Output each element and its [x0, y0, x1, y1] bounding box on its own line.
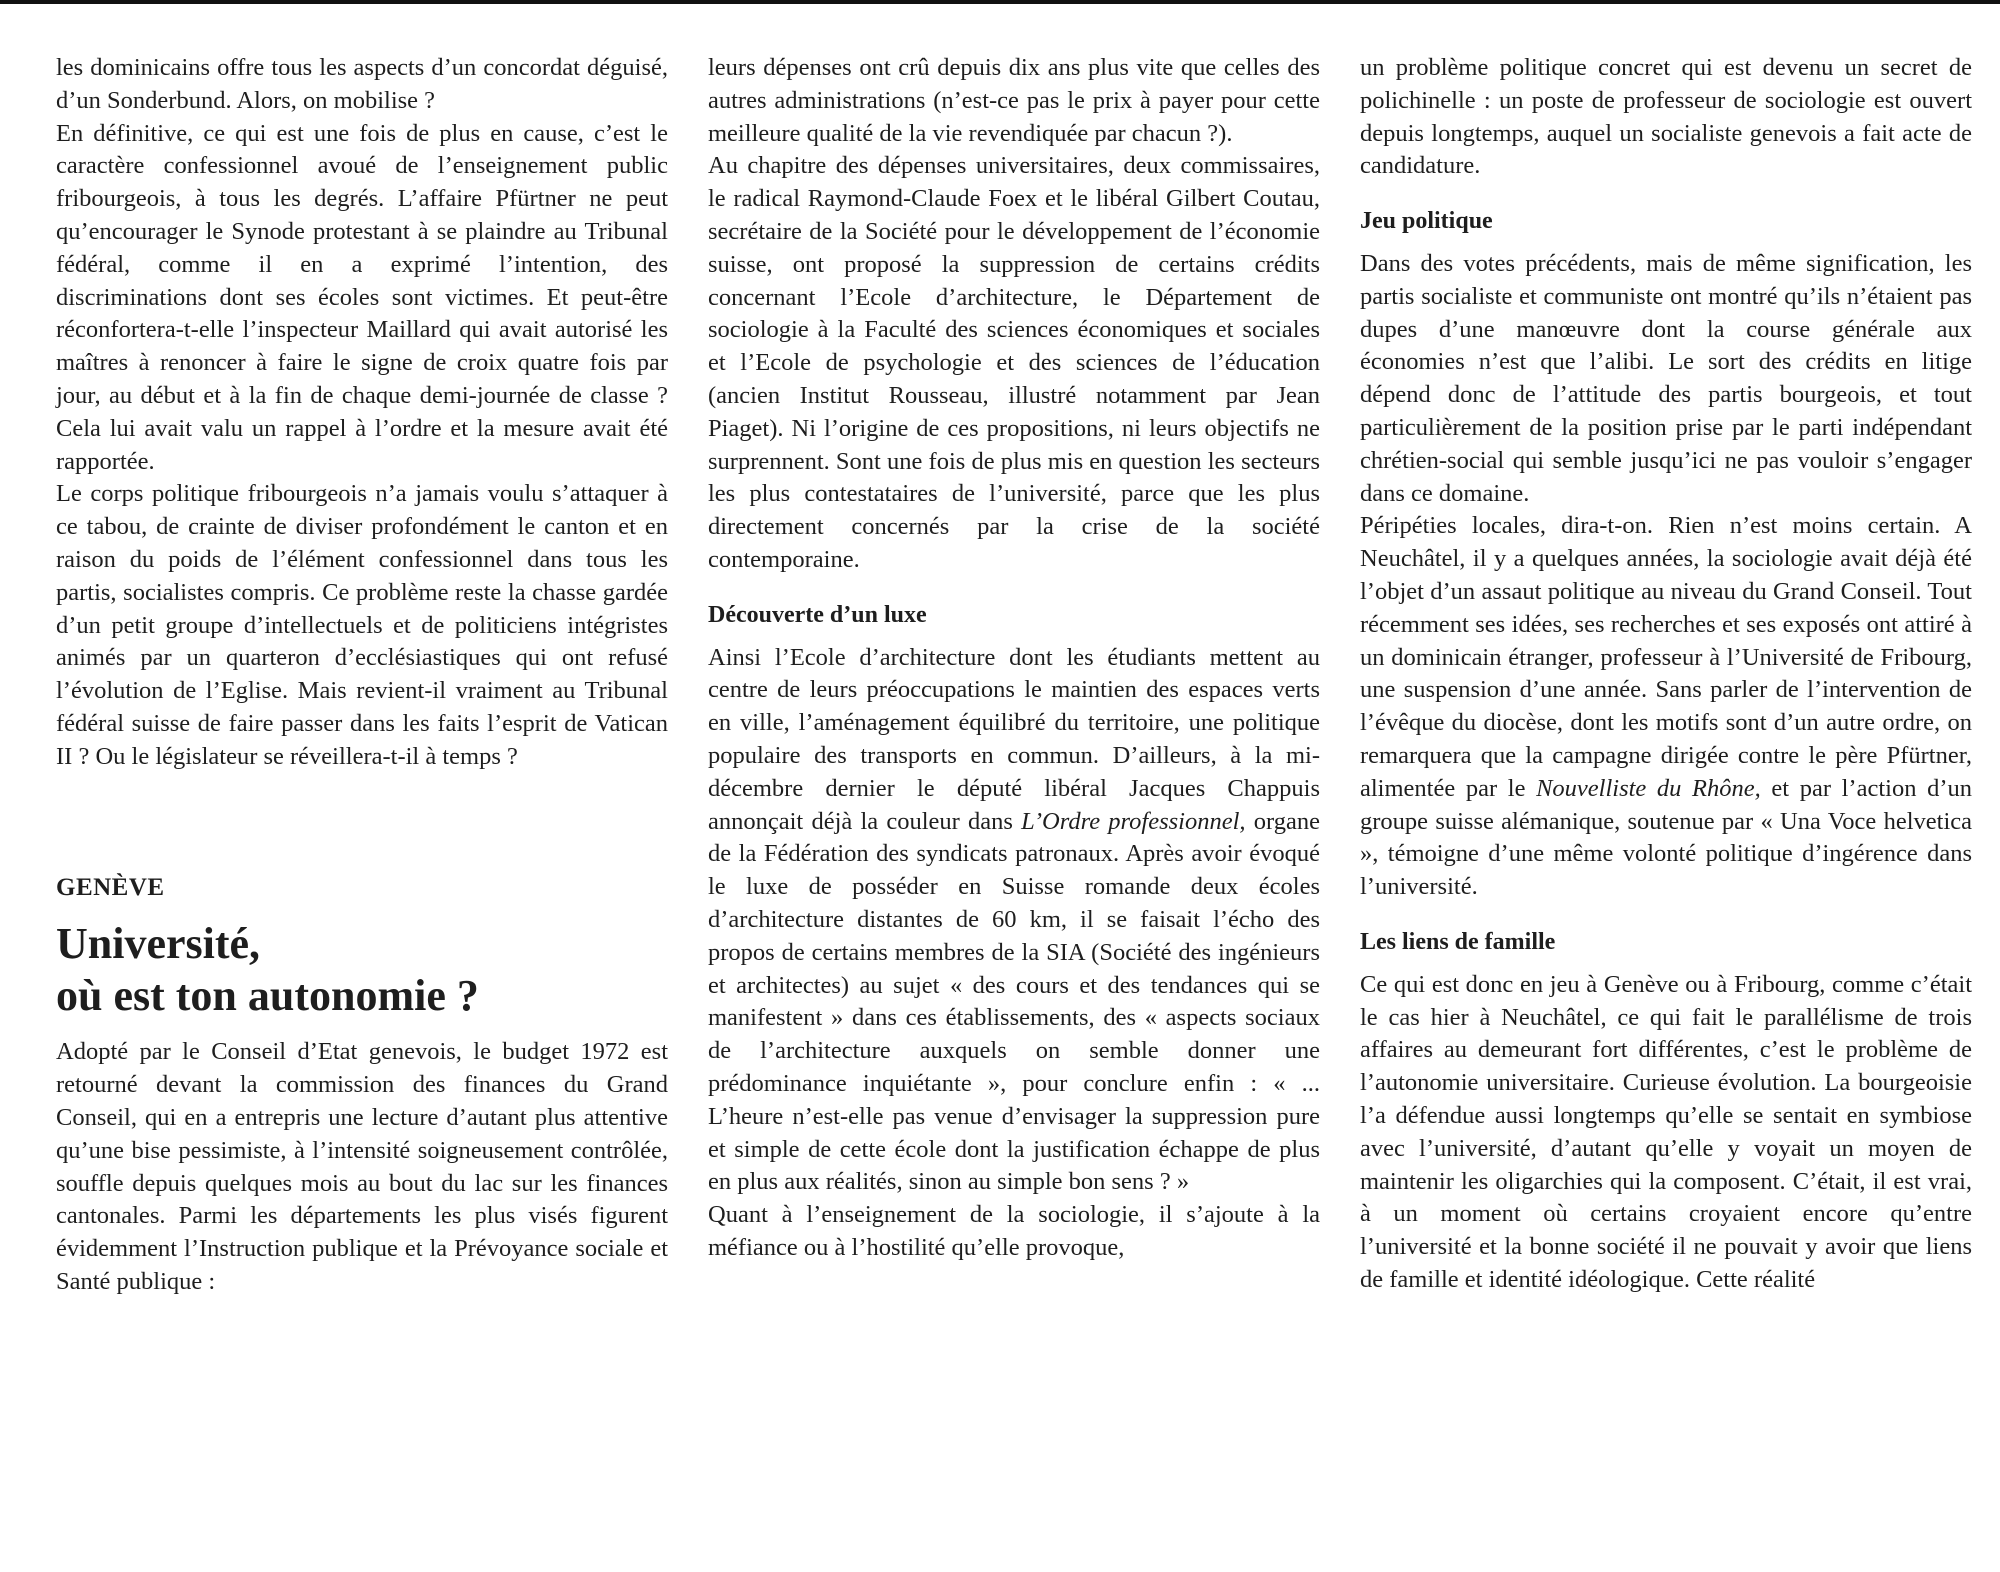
text-run: Péripéties locales, dira-t-on. Rien n’est moins certain. A Neuchâtel, il y a quelques années, la sociologie avait déjà été l’objet d’un assaut politique au niveau du Grand Conseil. Tout récemment ses idées, ses recherches et ses exposés ont attiré à un dominicain étranger, professeur à l’Université de Fribourg, une suspension d’une année. Sans parler de l’intervention de l’évêque du diocèse, dont les motifs sont d’un autre ordre, on remarquera que la campagne dirigée contre le père Pfürtner, alimentée par le	[1360, 512, 1972, 802]
paragraph: leurs dépenses ont crû depuis dix ans plus vite que celles des autres administrations (n’est-ce pas le prix à payer pour cette meilleure qualité de la vie revendiquée par chacun ?).	[708, 54, 1320, 147]
text-run: organe de la Fédération des syndicats patronaux. Après avoir évoqué le luxe de posséder en Suisse romande deux écoles d’architecture distantes de 60 km, il se faisait l’écho des propos de certains membres de la SIA (Société des ingénieurs et architectes) au sujet « des cours et des tendances qui se manifestent » dans ces établissements, des « aspects sociaux de l’architecture auxquels on semble donner une prédominance inquiétante », pour conclure enfin : « ... L’heure n’est-elle pas venue d’envisager la suppression pure et simple de cette école dont la justification échappe de plus en plus aux réalités, sinon au simple bon sens ? »	[708, 807, 1320, 1196]
text-run: et par l’action d’un groupe suisse alémanique, soutenue par « Una Voce helvetica », témoigne d’une même volonté politique d’ingérence dans l’université.	[1360, 774, 1972, 901]
column-middle	[708, 52, 1320, 1265]
column-left	[56, 52, 668, 1299]
paragraph: un problème politique concret qui est devenu un secret de polichinelle : un poste de professeur de sociologie est ouvert depuis longtemps, auquel un socialiste genevois a fait acte de candidature.	[1360, 54, 1972, 180]
text-run: Ainsi l’Ecole d’architecture dont les étudiants mettent au centre de leurs préoccupations le maintien des espaces verts en ville, l’aménagement équilibré du territoire, une politique populaire des transports en commun. D’ailleurs, à la mi-décembre dernier le député libéral Jacques Chappuis annonçait déjà la couleur dans	[708, 643, 1320, 835]
paragraph: En définitive, ce qui est une fois de plus en cause, c’est le caractère confessionnel avoué de l’enseignement public fribourgeois, à tous les degrés. L’affaire Pfürtner ne peut qu’encourager le Synode protestant à se plaindre au Tribunal fédéral, comme il en a exprimé l’intention, des discriminations dont ses écoles sont victimes. Et peut-être réconfortera-t-elle l’inspecteur Maillard qui avait autorisé les maîtres à renoncer à faire le signe de croix quatre fois par jour, au début et à la fin de chaque demi-journée de classe ? Cela lui avait valu un rappel à l’ordre et la mesure avait été rapportée.	[56, 119, 668, 475]
publication-title: L’Ordre professionnel,	[1021, 807, 1246, 835]
paragraph: Ce qui est donc en jeu à Genève ou à Fribourg, comme c’était le cas hier à Neuchâtel, ce qui fait le parallélisme de trois affaires au demeurant fort différentes, c’est le problème de l’autonomie universitaire. Curieuse évolution. La bourgeoisie l’a défendue aussi longtemps qu’elle se sentait en symbiose avec l’université, d’autant qu’elle y voyait un moyen de maintenir les oligarchies qui la composent. C’était, il est vrai, à un moment où certains croyaient encore qu’entre l’université et la bonne société il ne pouvait y avoir que liens de famille et identité idéologique. Cette réalité	[1360, 970, 1972, 1293]
article-headline	[56, 918, 668, 1022]
paragraph: Le corps politique fribourgeois n’a jamais voulu s’attaquer à ce tabou, de crainte de diviser profondément le canton et en raison du poids de l’élément confessionnel dans tous les partis, socialistes compris. Ce problème reste la chasse gardée d’un petit groupe d’intellectuels et de politiciens intégristes animés par un quarteron d’ecclésiastiques qui ont refusé l’évolution de l’Eglise. Mais revient-il vraiment au Tribunal fédéral suisse de faire passer dans les faits l’esprit de Vatican II ? Ou le législateur se réveillera-t-il à temps ?	[56, 480, 668, 770]
paragraph: Au chapitre des dépenses universitaires, deux commissaires, le radical Raymond-Claude Foex et le libéral Gilbert Coutau, secrétaire de la Société pour le développement de l’économie suisse, ont proposé la suppression de certains crédits concernant l’Ecole d’architecture, le Département de sociologie à la Faculté des sciences économiques et sociales et l’Ecole de psychologie et des sciences de l’éducation (ancien Institut Rousseau, illustré notamment par Jean Piaget). Ni l’origine de ces propositions, ni leurs objectifs ne surprennent. Sont une fois de plus mis en question les secteurs les plus contestataires de l’université, parce que les plus directement concernés par la crise de la société contemporaine.	[708, 152, 1320, 573]
paragraph: Dans des votes précédents, mais de même signification, les partis socialiste et communiste ont montré qu’ils n’étaient pas dupes d’une manœuvre dont la course générale aux économies n’est que l’alibi. Le sort des crédits en litige dépend donc de l’attitude des partis bourgeois, et tout particulièrement de la position prise par le parti indépendant chrétien-social qui semble jusqu’ici ne pas vouloir s’engager dans ce domaine.	[1360, 249, 1972, 507]
section-kicker: GENÈVE	[56, 873, 165, 901]
paragraph: Adopté par le Conseil d’Etat genevois, le budget 1972 est retourné devant la commission des finances du Grand Conseil, qui en a entrepris une lecture d’autant plus attentive qu’une bise pessimiste, à l’intensité soigneusement contrôlée, souffle depuis quelques mois au bout du lac sur les finances cantonales. Parmi les départements les plus visés figurent évidemment l’Instruction publique et la Prévoyance sociale et Santé publique :	[56, 1038, 668, 1295]
headline-line: Université,	[56, 919, 261, 969]
top-rule	[0, 0, 2000, 4]
section-subhead: Les liens de famille	[1360, 928, 1556, 955]
section-subhead: Jeu politique	[1360, 208, 1493, 235]
publication-title: Nouvelliste du Rhône,	[1536, 774, 1761, 802]
paragraph	[708, 642, 1320, 1200]
paragraph: les dominicains offre tous les aspects d’un concordat déguisé, d’un Sonderbund. Alors, on mobilise ?	[56, 54, 668, 114]
headline-line: où est ton autonomie ?	[56, 971, 479, 1021]
section-subhead: Découverte d’un luxe	[708, 601, 927, 628]
paragraph: Quant à l’enseignement de la sociologie, il s’ajoute à la méfiance ou à l’hostilité qu’elle provoque,	[708, 1201, 1320, 1261]
paragraph	[1360, 510, 1972, 904]
column-right	[1360, 52, 1972, 1297]
